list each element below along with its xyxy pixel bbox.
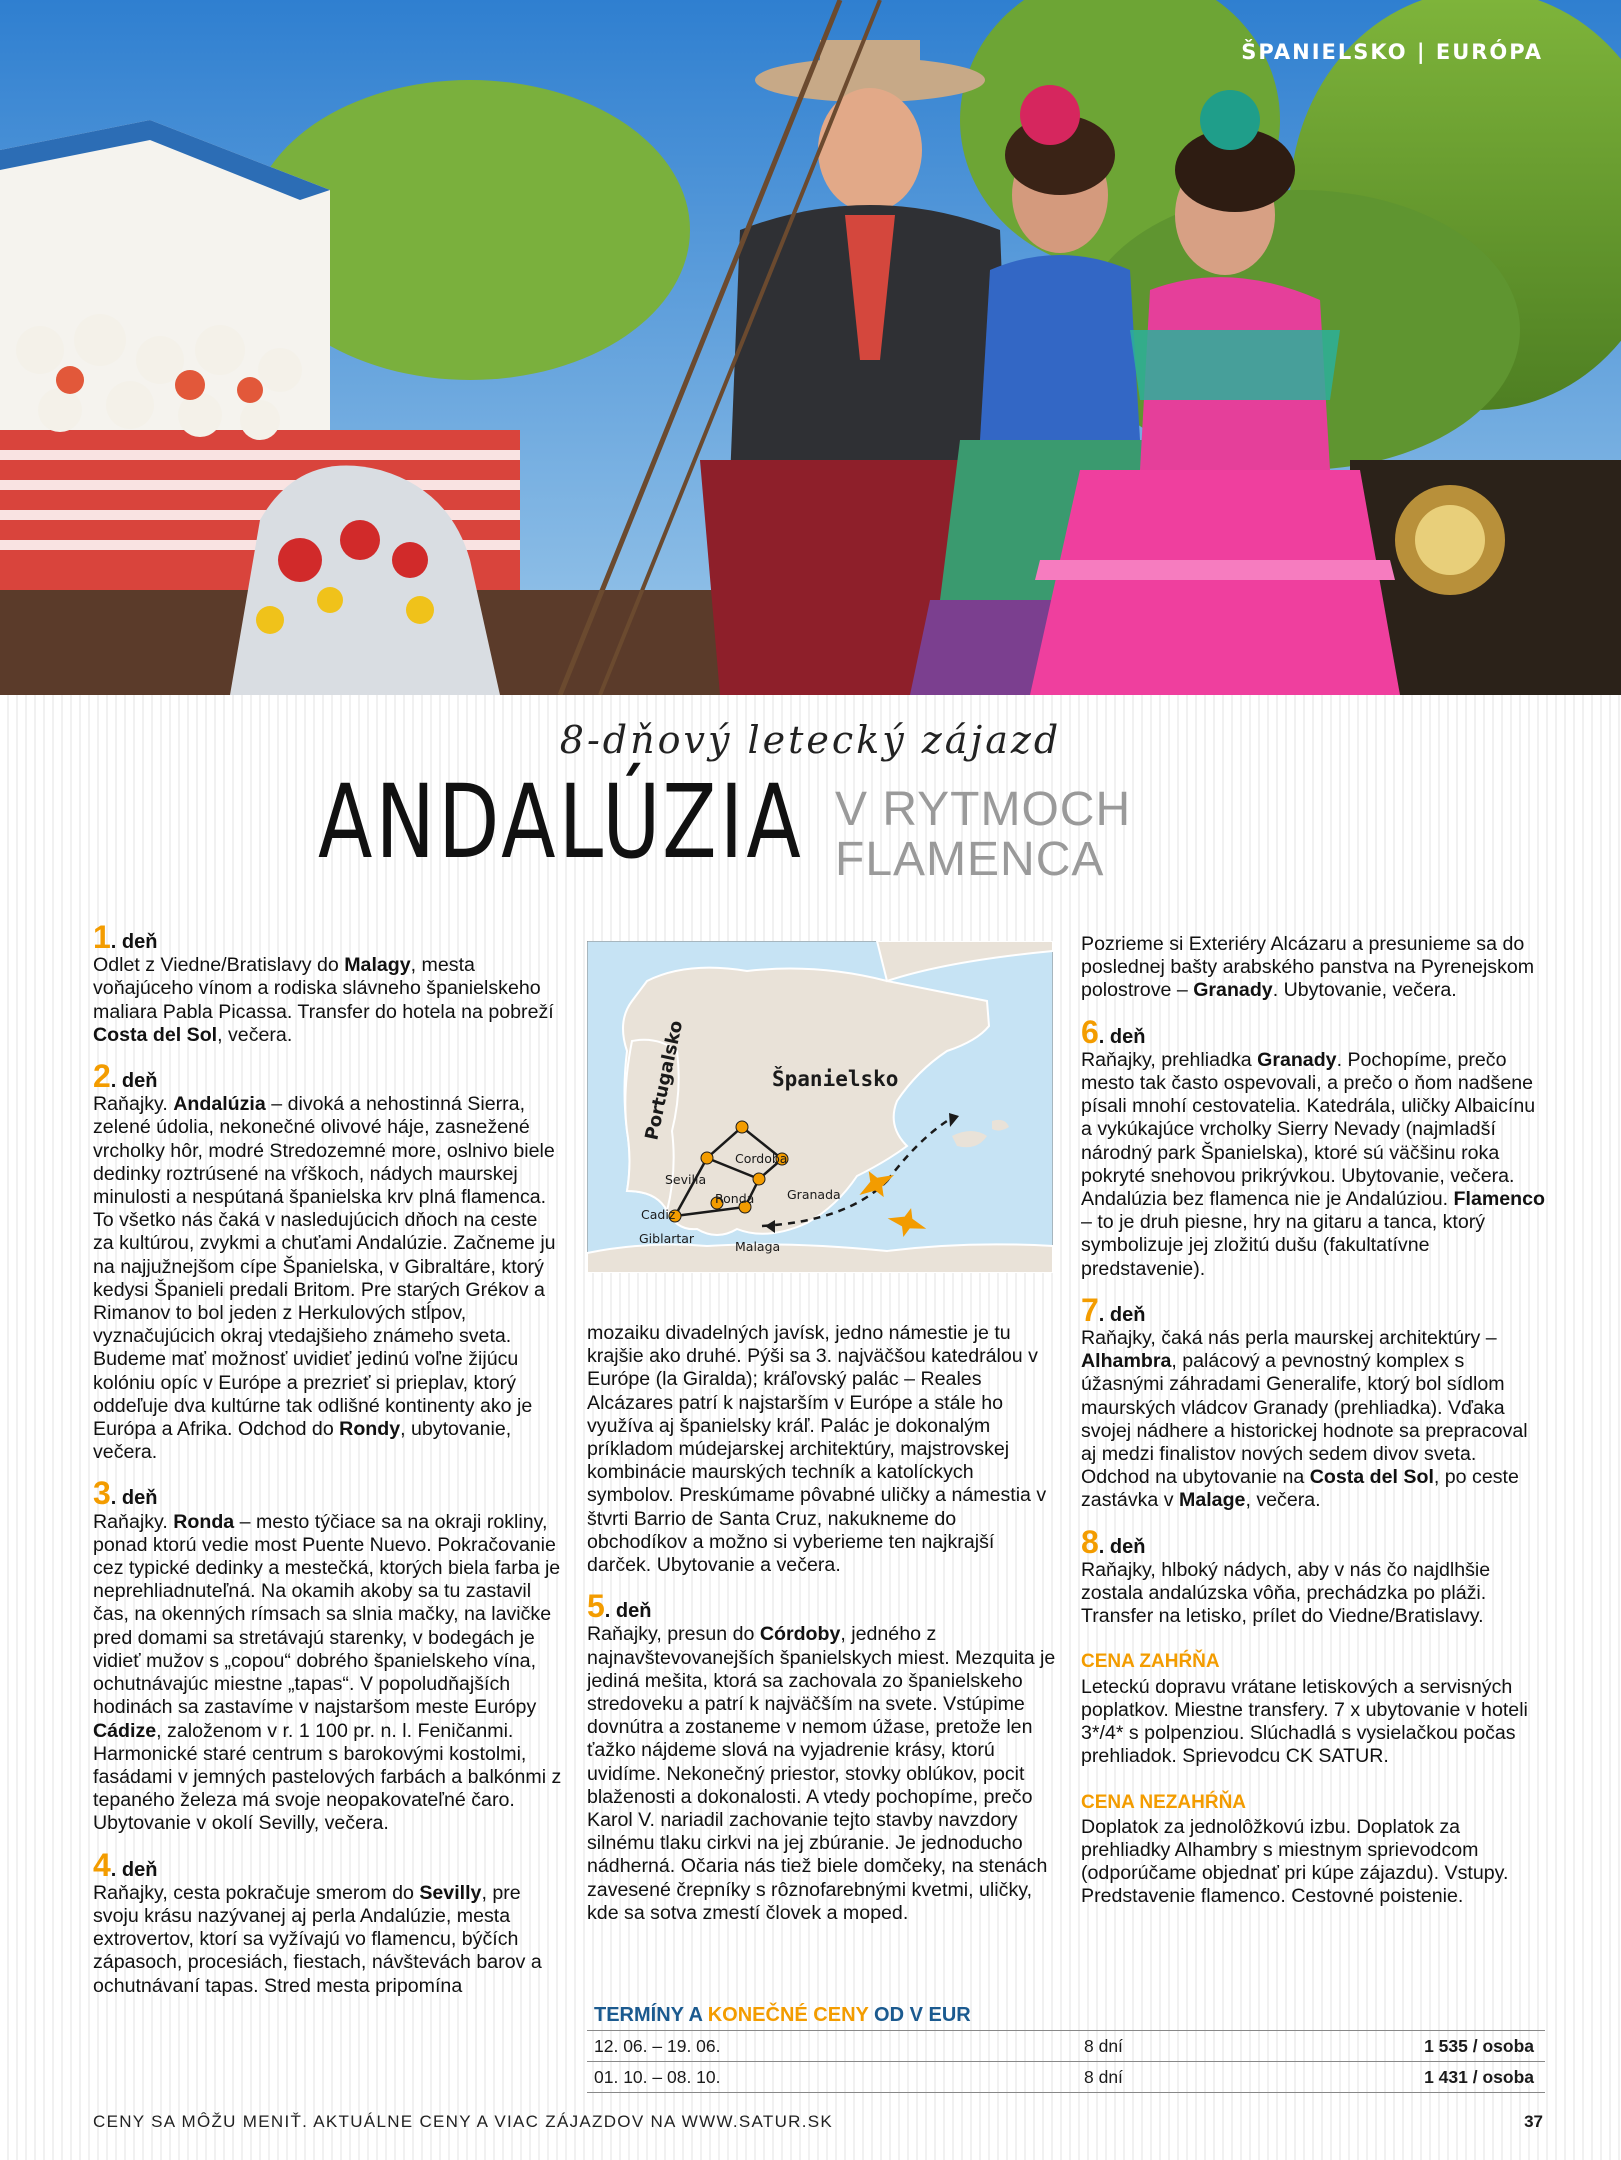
day-5 <box>587 1588 1057 1925</box>
column-2 <box>587 1322 1057 1940</box>
map-city-label: Granada <box>787 1187 841 1202</box>
day-label: . deň <box>110 1858 158 1881</box>
price-excludes-heading: CENA NEZAHŔŇA <box>1081 1791 1247 1813</box>
hero-photo <box>0 0 1621 695</box>
day-label: . deň <box>110 1487 158 1510</box>
term-dates: 01. 10. – 08. 10. <box>594 2067 721 2087</box>
day-3 <box>93 1475 563 1835</box>
day-text: Raňajky, prehliadka Granady. Pochopíme, prečo mesto tak často ospevovali, a prečo o ňom nadšene písali mnohí cestovatelia. Katedrála, uličky Albaicínu a vykúkajúce vrcholky Sierry Nevady (najmladší národný park Španielska), ktoré sú väčšinu roka pokryté snehovou prikrývkou. Ubytovanie, večera. Andalúzia bez flamenca nie je Andalúziou. Flamenco – to je druh piesne, hry na gitaru a tanca, ktorý symbolizuje jej zložitú dušu (fakultatívne predstavenie). <box>1081 1048 1545 1280</box>
day-6 <box>1081 1013 1546 1281</box>
day-label: . deň <box>1098 1303 1146 1326</box>
day-text: Pozrieme si Exteriéry Alcázaru a presunieme sa do poslednej bašty arabského panstva na Pyrenejskom polostrove – Granady. Ubytovanie, večera. <box>1081 933 1535 1002</box>
tour-subtitle: 8-dňový letecký zájazd <box>559 718 1062 762</box>
page-number: 37 <box>1524 2112 1543 2131</box>
day-4-continued <box>587 1322 1057 1577</box>
day-text: Raňajky, čaká nás perla maurskej architektúry – Alhambra, palácový a pevnostný komplex s úžasnými záhradami Generalife, ktorý bol sídlom maurských vládcov Granady (prehliadka). Vďaka svojej nádhere a historickej hodnote sa prepracoval aj medzi finalistov nových sedem divov sveta. Odchod na ubytovanie na Costa del Sol, po ceste zastávka v Malage, večera. <box>1081 1327 1528 1512</box>
map-label-spain: Španielsko <box>772 1067 899 1091</box>
day-label: . deň <box>1098 1025 1146 1048</box>
day-number: 2 <box>93 1058 111 1095</box>
map-city-label: Giblartar <box>639 1231 695 1246</box>
day-number: 4 <box>93 1846 111 1883</box>
terms-table <box>587 2000 1545 2093</box>
region-tag: ŠPANIELSKO | EURÓPA <box>1241 40 1543 64</box>
price-excludes-text: Doplatok za jednolôžkovú izbu. Doplatok za prehliadky Alhambry s miestnym sprievodcom (odporúčame objednať pri kúpe zájazdu). Vstupy. Predstavenie flamenco. Cestovné poistenie. <box>1081 1815 1509 1908</box>
day-label: . deň <box>110 1070 158 1093</box>
price-includes-heading: CENA ZAHŔŇA <box>1081 1651 1220 1673</box>
terms-heading: TERMÍNY A KONEČNÉ CENY OD V EUR <box>594 2004 971 2026</box>
day-text: Raňajky. Andalúzia – divoká a nehostinná Sierra, zelené údolia, nekonečné olivové háje, zasnežené vrcholky hôr, modré Stredozemné more, oslnivo biele dedinky roztrúsené na vŕškoch, nádych maurskej minulosti a nespútaná španielska krv plná flamenca. To všetko nás čaká v nasledujúcich dňoch na ceste za kultúrou, zvykmi a chuťami Andalúzie. Začneme ju na najjužnejšom cípe Španielska, v Gibraltáre, ktorý kedysi Španieli predali Britom. Pre starých Grékov a Rimanov to bol jeden z Herkulových stĺpov, vyznačujúcich okraj vtedajšieho známeho sveta. Budeme mať možnosť uvidieť jedinú voľne žijúcu kolóniu opíc v Európe a prezrieť si prieplav, ktorý oddeľuje dva kultúrne tak odlišné kontinenty ako je Európa a Afrika. Odchod do Rondy, ubytovanie, večera. <box>93 1093 556 1464</box>
map-city-label: Cordoba <box>735 1151 788 1166</box>
day-label: . deň <box>604 1600 652 1623</box>
day-number: 1 <box>93 919 111 955</box>
day-number: 8 <box>1081 1523 1099 1560</box>
term-length: 8 dní <box>1084 2036 1123 2056</box>
day-text: Raňajky, cesta pokračuje smerom do Sevilly, pre svoju krásu nazývanej aj perla Andalúzie, mesta extrovertov, ktorí sa vyžívajú vo flamencu, býčích zápasoch, procesiách, fiestach, návštevách barov a ochutnávaní tapas. Stred mesta pripomína <box>93 1881 542 1997</box>
day-text: Raňajky. Ronda – mesto týčiace sa na okraji rokliny, ponad ktorú vedie most Puente Nuevo. Pokračovanie cez typické dedinky a mestečká, ktorých biela farba je neprehliadnuteľná. Na okamih akoby sa tu zastavil čas, na okenných rímsach sa slnia mačky, na lavičke pred domami sa stretávajú starenky, v bodegách je vidieť mužov s „copou“ dobrého španielskeho vína, ochutnávajúc miestne „tapas“. V popoludňajších hodinách sa zastavíme v najstaršom meste Európy Cádize, založenom v r. 1 100 pr. n. l. Feničanmi. Harmonické staré centrum s barokovými kostolmi, fasádami v jemných pastelových farbách a balkónmi z tepaného železa má svoje neopakovateľné čaro. Ubytovanie v okolí Sevilly, večera. <box>93 1510 562 1835</box>
term-dates: 12. 06. – 19. 06. <box>594 2036 721 2056</box>
table-row <box>587 2061 1545 2093</box>
price-includes-text: Leteckú dopravu vrátane letiskových a servisných poplatkov. Miestne transfery. 7 x ubytovanie v hoteli 3*/4* s polpenziou. Slúchadlá s vysielačkou počas prehliadok. Sprievodcu CK SATUR. <box>1081 1675 1528 1768</box>
map-label-portugal: Portugalsko <box>641 1018 688 1143</box>
feria-photo-illustration <box>0 0 1621 695</box>
term-price: 1 431 / osoba <box>1424 2067 1534 2087</box>
day-5-continued <box>1081 933 1546 1003</box>
map-city-label: Sevilla <box>665 1172 707 1187</box>
column-1 <box>93 919 563 2013</box>
day-text: Odlet z Viedne/Bratislavy do Malagy, mesta voňajúceho vínom a rodiska slávneho španielskeho maliara Pabla Picassa. Transfer do hotela na pobreží Costa del Sol, večera. <box>93 954 554 1046</box>
map-city-label: Malaga <box>735 1239 781 1254</box>
footer-note: CENY SA MÔŽU MENIŤ. AKTUÁLNE CENY A VIAC ZÁJAZDOV NA WWW.SATUR.SK <box>93 2112 834 2131</box>
day-number: 6 <box>1081 1013 1099 1050</box>
route-map <box>587 941 1053 1273</box>
day-text: mozaiku divadelných javísk, jedno námestie je tu krajšie ako druhé. Pýši sa 3. najväčšou katedrálou v Európe (la Giralda); kráľovský palác – Reales Alcázares patrí k najstarším v Európe a stále ho využíva aj španielsky kráľ. Palác je dokonalým príkladom múdejarskej architektúry, majstrovskej kombinácie maurských techník a katolíckych symbolov. Preskúmame pôvabné uličky a námestia v štvrti Barrio de Santa Cruz, nakukneme do obchodíkov a možno si vyberieme ten najkrajší darček. Ubytovanie a večera. <box>587 1322 1047 1577</box>
title-tagline-line-1: V RYTMOCH <box>835 783 1132 836</box>
day-label: . deň <box>1098 1535 1146 1558</box>
day-number: 7 <box>1081 1291 1099 1328</box>
day-7 <box>1081 1291 1546 1513</box>
column-3 <box>1081 933 1546 1909</box>
map-city-label: Cadiz <box>641 1207 676 1222</box>
day-label: . deň <box>110 931 158 953</box>
day-1 <box>93 919 563 1047</box>
page-title: ANDALÚZIA <box>318 763 804 882</box>
term-length: 8 dní <box>1084 2067 1123 2087</box>
route-map-svg <box>587 941 1053 1273</box>
day-text: Raňajky, presun do Córdoby, jedného z najnavštevovanejších španielskych miest. Mezquita je jediná mešita, ktorá sa zachovala zo španielskeho stredoveku a patrí k najväčším na svete. Vstúpime dovnútra a zostaneme v nemom úžase, pretože len ťažko nájdeme slová na vyjadrenie krásy, ktorú uvidíme. Nekonečný priestor, stovky oblúkov, pocit blaženosti a dokonalosti. A vtedy pochopíme, prečo Karol V. nariadil zachovanie tejto stavby navzdory silnému tlaku cirkvi na jej zbúranie. Je jednoducho nádherná. Očaria nás tiež biele domčeky, na stenách zavesené črepníky s rôznofarebnými kvetmi, uličky, kde sa sotva zmestí človek a moped. <box>587 1623 1056 1924</box>
title-tagline <box>835 785 1131 885</box>
day-8 <box>1081 1523 1546 1629</box>
day-text: Raňajky, hlboký nádych, aby v nás čo najdlhšie zostala andalúzska vôňa, prechádzka po pláži. Transfer na letisko, prílet do Viedne/Bratislavy. <box>1081 1558 1491 1628</box>
term-price: 1 535 / osoba <box>1424 2036 1534 2056</box>
title-tagline-line-2: FLAMENCA <box>835 833 1105 886</box>
day-4 <box>93 1846 563 1998</box>
day-number: 3 <box>93 1475 111 1512</box>
table-row <box>587 2030 1545 2061</box>
map-city-label: Ronda <box>715 1191 755 1206</box>
day-2 <box>93 1058 563 1464</box>
day-number: 5 <box>587 1588 605 1625</box>
